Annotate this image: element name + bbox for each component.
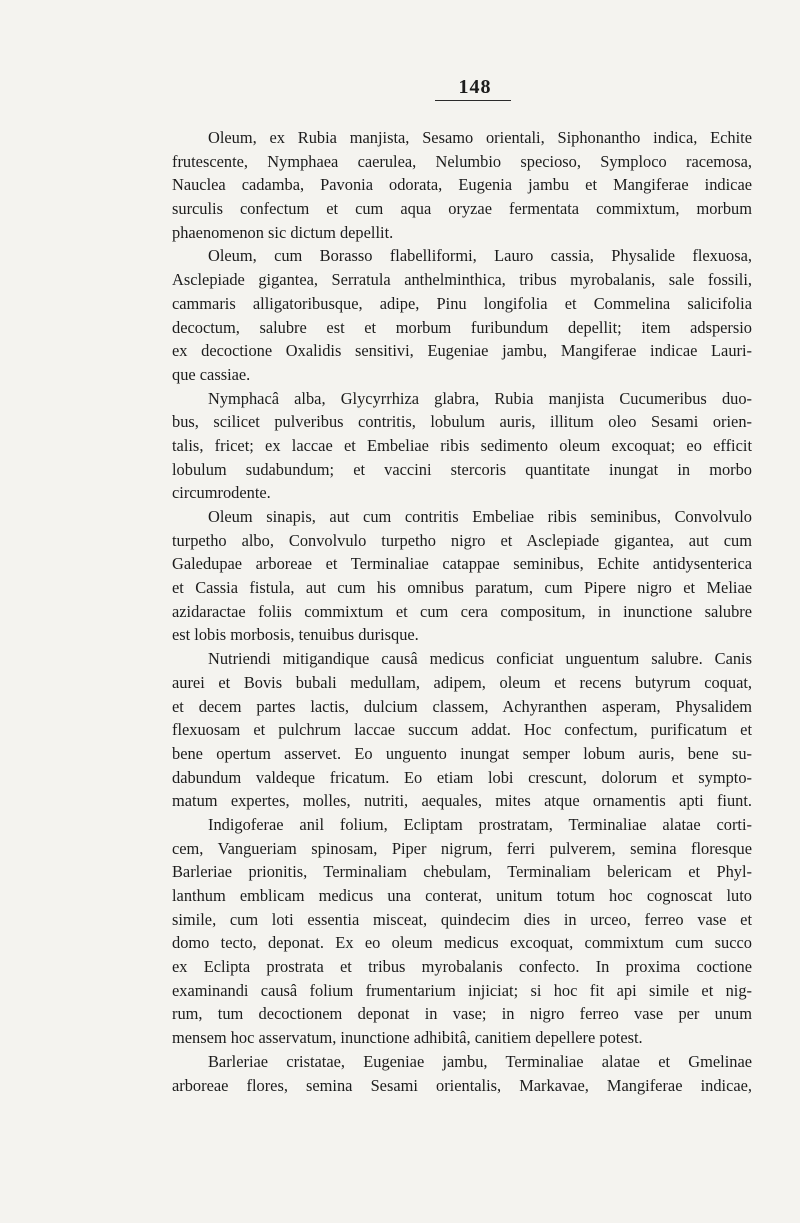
text-line: Galedupae arboreae et Terminaliae catappae seminibus, Echite antidysenterica [172, 554, 752, 574]
text-line: Barleriae cristatae, Eugeniae jambu, Terminaliae alatae et Gmelinae [208, 1051, 752, 1071]
text-line: et decem partes lactis, dulcium classem, Achyranthen asperam, Physalidem [172, 696, 752, 716]
page-number-rule [435, 100, 511, 101]
text-line: simile, cum loti essentia misceat, quindecim dies in urceo, ferreo vase et [172, 909, 752, 929]
text-line: Nutriendi mitigandique causâ medicus conficiat unguentum salubre. Canis [208, 649, 752, 669]
text-line: arboreae flores, semina Sesami orientalis, Markavae, Mangiferae indicae, [172, 1075, 752, 1095]
text-line: bene opertum asservet. Eo unguento inungat semper lobum auris, bene su- [172, 743, 752, 763]
text-line: circumrodente. [172, 483, 271, 503]
text-line: Oleum, cum Borasso flabelliformi, Lauro cassia, Physalide flexuosa, [208, 246, 752, 266]
text-line: surculis confectum et cum aqua oryzae fermentata commixtum, morbum [172, 199, 752, 219]
text-line: dabundum valdeque fricatum. Eo etiam lobi crescunt, dolorum et sympto- [172, 767, 752, 787]
text-line: Nymphacâ alba, Glycyrrhiza glabra, Rubia manjista Cucumeribus duo- [208, 388, 752, 408]
text-line: lanthum emblicam medicus una conterat, unitum totum hoc cognoscat luto [172, 886, 752, 905]
text-line: Nauclea cadamba, Pavonia odorata, Eugenia jambu et Mangiferae indicae [172, 175, 752, 195]
text-line: Oleum, ex Rubia manjista, Sesamo orientali, Siphonantho indica, Echite [208, 128, 752, 147]
text-line: Asclepiade gigantea, Serratula anthelminthica, tribus myrobalanis, sale fossili, [172, 270, 752, 290]
text-line: mensem hoc asservatum, inunctione adhibitâ, canitiem depellere potest. [172, 1028, 643, 1048]
text-line: ex Eclipta prostrata et tribus myrobalanis confecto. In proxima coctione [172, 957, 752, 977]
text-line: decoctum, salubre est et morbum furibundum depellit; item adspersio [172, 317, 752, 337]
text-line: flexuosam et pulchrum laccae succum addat. Hoc confectum, purificatum et [172, 720, 752, 740]
text-line: domo tecto, deponat. Ex eo oleum medicus excoquat, commixtum cum succo [172, 933, 752, 953]
text-line: examinandi causâ folium frumentarium injiciat; si hoc fit api simile et nig- [172, 980, 752, 1000]
text-line: matum expertes, molles, nutriti, aequales, mites atque ornamentis apti fiunt. [172, 791, 752, 811]
text-line: Barleriae prionitis, Terminaliam chebulam, Terminaliam belericam et Phyl- [172, 862, 752, 882]
text-line: cammaris alligatoribusque, adipe, Pinu longifolia et Commelina salicifolia [172, 293, 752, 313]
text-line: turpetho albo, Convolvulo turpetho nigro et Asclepiade gigantea, aut cum [172, 530, 752, 550]
text-line: azidaractae foliis commixtum et cum cera compositum, in inunctione salubre [172, 601, 752, 621]
text-line: talis, fricet; ex laccae et Embeliae ribis sedimento oleum excoquat; eo efficit [172, 435, 752, 455]
text-line: aurei et Bovis bubali medullam, adipem, oleum et recens butyrum coquat, [172, 672, 752, 692]
text-line: rum, tum decoctionem deponat in vase; in nigro ferreo vase per unum [172, 1004, 752, 1024]
text-line: ex decoctione Oxalidis sensitivi, Eugeniae jambu, Mangiferae indicae Lauri- [172, 341, 752, 361]
text-line: Indigoferae anil folium, Ecliptam prostratam, Terminaliae alatae corti- [208, 814, 752, 834]
page-number: 148 [458, 76, 492, 98]
text-line: cem, Vangueriam spinosam, Piper nigrum, ferri pulverem, semina floresque [172, 838, 752, 858]
page-number-container [0, 76, 800, 99]
body-text [172, 126, 752, 1097]
text-line: bus, scilicet pulveribus contritis, lobulum auris, illitum oleo Sesami orien- [172, 412, 752, 432]
text-line: Oleum sinapis, aut cum contritis Embeliae ribis seminibus, Convolvulo [208, 507, 752, 526]
text-line: frutescente, Nymphaea caerulea, Nelumbio specioso, Symploco racemosa, [172, 151, 752, 171]
text-line: et Cassia fistula, aut cum his omnibus paratum, cum Pipere nigro et Meliae [172, 578, 752, 598]
text-line: phaenomenon sic dictum depellit. [172, 222, 394, 242]
text-line: lobulum sudabundum; et vaccini stercoris quantitate inungat in morbo [172, 459, 752, 479]
text-line: que cassiae. [172, 364, 251, 384]
text-line: est lobis morbosis, tenuibus durisque. [172, 625, 419, 645]
